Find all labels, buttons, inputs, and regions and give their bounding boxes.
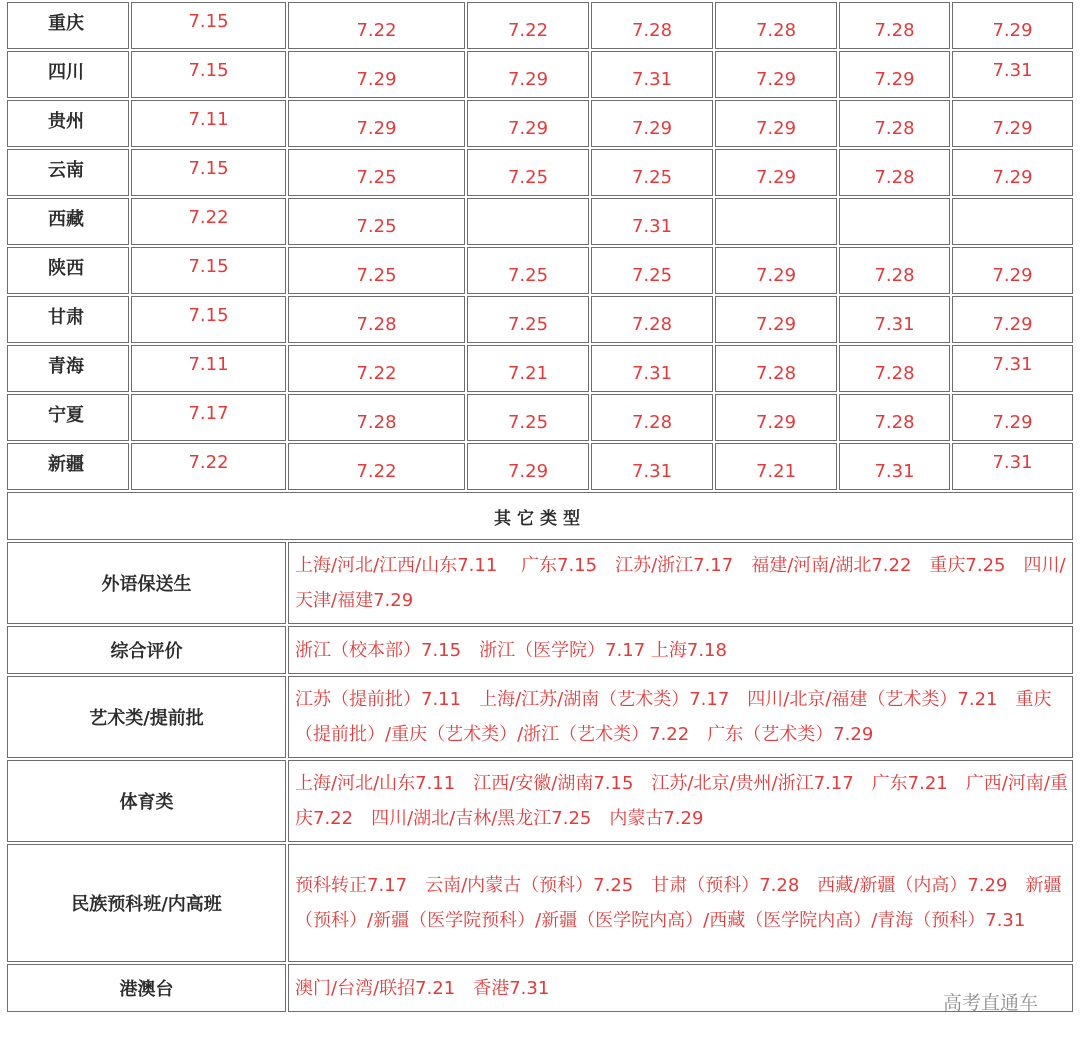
- table-row: [7, 443, 1073, 490]
- province-rows: [7, 2, 1073, 490]
- table-row: [7, 100, 1073, 147]
- date-cell: [952, 198, 1073, 245]
- province-name: 云南: [7, 149, 129, 196]
- date-cell: 7.28: [839, 247, 950, 294]
- date-cell: 7.29: [952, 149, 1073, 196]
- table-row: [7, 2, 1073, 49]
- province-name: 贵州: [7, 100, 129, 147]
- category-detail: 浙江（校本部）7.15 浙江（医学院）7.17 上海7.18: [288, 626, 1073, 674]
- date-cell: 7.28: [839, 149, 950, 196]
- date-cell: 7.17: [131, 394, 286, 441]
- date-cell: 7.25: [467, 394, 589, 441]
- category-label: 体育类: [7, 760, 286, 842]
- date-cell: 7.29: [467, 100, 589, 147]
- date-cell: 7.31: [591, 443, 713, 490]
- date-cell: 7.28: [591, 2, 713, 49]
- date-cell: 7.28: [839, 2, 950, 49]
- date-cell: 7.28: [591, 394, 713, 441]
- date-cell: 7.31: [839, 443, 950, 490]
- date-cell: 7.25: [288, 149, 465, 196]
- date-cell: 7.29: [839, 51, 950, 98]
- date-cell: 7.29: [288, 51, 465, 98]
- admission-date-table-container: [5, 0, 1074, 1014]
- date-cell: [467, 198, 589, 245]
- province-name: 宁夏: [7, 394, 129, 441]
- section-header-row: [7, 492, 1073, 540]
- date-cell: 7.15: [131, 247, 286, 294]
- date-cell: 7.25: [288, 198, 465, 245]
- date-cell: 7.31: [591, 345, 713, 392]
- date-cell: 7.25: [288, 247, 465, 294]
- date-cell: 7.28: [288, 394, 465, 441]
- table-row: [7, 198, 1073, 245]
- table-row: [7, 626, 1073, 674]
- date-cell: 7.29: [715, 51, 837, 98]
- date-cell: 7.29: [467, 443, 589, 490]
- table-row: [7, 345, 1073, 392]
- date-cell: 7.29: [715, 247, 837, 294]
- date-cell: 7.22: [131, 443, 286, 490]
- table-row: [7, 247, 1073, 294]
- date-cell: 7.22: [467, 2, 589, 49]
- category-detail: 澳门/台湾/联招7.21 香港7.31: [288, 964, 1073, 1012]
- category-label: 外语保送生: [7, 542, 286, 624]
- date-cell: 7.29: [715, 296, 837, 343]
- province-name: 甘肃: [7, 296, 129, 343]
- category-label: 民族预科班/内高班: [7, 844, 286, 962]
- category-label: 港澳台: [7, 964, 286, 1012]
- date-cell: 7.29: [715, 100, 837, 147]
- date-cell: 7.29: [952, 247, 1073, 294]
- table-row: [7, 149, 1073, 196]
- date-cell: 7.31: [591, 51, 713, 98]
- date-cell: 7.22: [288, 345, 465, 392]
- date-cell: 7.29: [952, 296, 1073, 343]
- category-detail: 上海/河北/山东7.11 江西/安徽/湖南7.15 江苏/北京/贵州/浙江7.17 广东7.21 广西/河南/重庆7.22 四川/湖北/吉林/黑龙江7.25 内蒙古7.29: [288, 760, 1073, 842]
- date-cell: 7.29: [591, 100, 713, 147]
- province-name: 陕西: [7, 247, 129, 294]
- date-cell: 7.22: [288, 443, 465, 490]
- date-cell: 7.15: [131, 51, 286, 98]
- date-cell: 7.28: [839, 100, 950, 147]
- date-cell: 7.31: [839, 296, 950, 343]
- date-cell: 7.21: [467, 345, 589, 392]
- table-row: [7, 844, 1073, 962]
- table-row: [7, 676, 1073, 758]
- date-cell: 7.29: [288, 100, 465, 147]
- date-cell: 7.28: [715, 2, 837, 49]
- date-cell: 7.29: [715, 394, 837, 441]
- date-cell: 7.28: [715, 345, 837, 392]
- category-detail: 上海/河北/江西/山东7.11 广东7.15 江苏/浙江7.17 福建/河南/湖北7.22 重庆7.25 四川/天津/福建7.29: [288, 542, 1073, 624]
- date-cell: 7.29: [952, 2, 1073, 49]
- table-row: [7, 760, 1073, 842]
- date-cell: [839, 198, 950, 245]
- date-cell: 7.29: [467, 51, 589, 98]
- category-label: 艺术类/提前批: [7, 676, 286, 758]
- province-name: 西藏: [7, 198, 129, 245]
- date-cell: 7.31: [952, 51, 1073, 98]
- date-cell: 7.25: [591, 149, 713, 196]
- date-cell: 7.15: [131, 2, 286, 49]
- date-cell: 7.15: [131, 296, 286, 343]
- table-row: [7, 51, 1073, 98]
- date-cell: 7.29: [715, 149, 837, 196]
- table-row: [7, 394, 1073, 441]
- date-cell: 7.29: [952, 100, 1073, 147]
- date-cell: 7.11: [131, 345, 286, 392]
- watermark-text: 高考直通车: [943, 992, 1039, 1014]
- other-types-section: [7, 492, 1073, 540]
- date-cell: 7.25: [591, 247, 713, 294]
- date-cell: 7.25: [467, 149, 589, 196]
- table-row: [7, 964, 1073, 1012]
- table-row: [7, 542, 1073, 624]
- date-cell: 7.31: [952, 345, 1073, 392]
- other-type-rows: [7, 542, 1073, 1012]
- date-cell: 7.28: [839, 394, 950, 441]
- province-name: 青海: [7, 345, 129, 392]
- date-cell: 7.21: [715, 443, 837, 490]
- date-cell: 7.31: [591, 198, 713, 245]
- date-cell: 7.25: [467, 296, 589, 343]
- date-cell: 7.28: [839, 345, 950, 392]
- date-cell: 7.25: [467, 247, 589, 294]
- date-cell: 7.31: [952, 443, 1073, 490]
- date-cell: 7.29: [952, 394, 1073, 441]
- category-label: 综合评价: [7, 626, 286, 674]
- admission-date-table: [5, 0, 1075, 1014]
- date-cell: 7.28: [288, 296, 465, 343]
- date-cell: [715, 198, 837, 245]
- date-cell: 7.22: [288, 2, 465, 49]
- province-name: 重庆: [7, 2, 129, 49]
- date-cell: 7.28: [591, 296, 713, 343]
- date-cell: 7.22: [131, 198, 286, 245]
- section-title: 其它类型: [7, 492, 1073, 540]
- table-row: [7, 296, 1073, 343]
- category-detail: 江苏（提前批）7.11 上海/江苏/湖南（艺术类）7.17 四川/北京/福建（艺术类）7.21 重庆（提前批）/重庆（艺术类）/浙江（艺术类）7.22 广东（艺术类）7.29: [288, 676, 1073, 758]
- province-name: 四川: [7, 51, 129, 98]
- date-cell: 7.15: [131, 149, 286, 196]
- date-cell: 7.11: [131, 100, 286, 147]
- province-name: 新疆: [7, 443, 129, 490]
- category-detail: 预科转正7.17 云南/内蒙古（预科）7.25 甘肃（预科）7.28 西藏/新疆（内高）7.29 新疆（预科）/新疆（医学院预科）/新疆（医学院内高）/西藏（医学院内高）/青海（预科）7.31: [288, 844, 1073, 962]
